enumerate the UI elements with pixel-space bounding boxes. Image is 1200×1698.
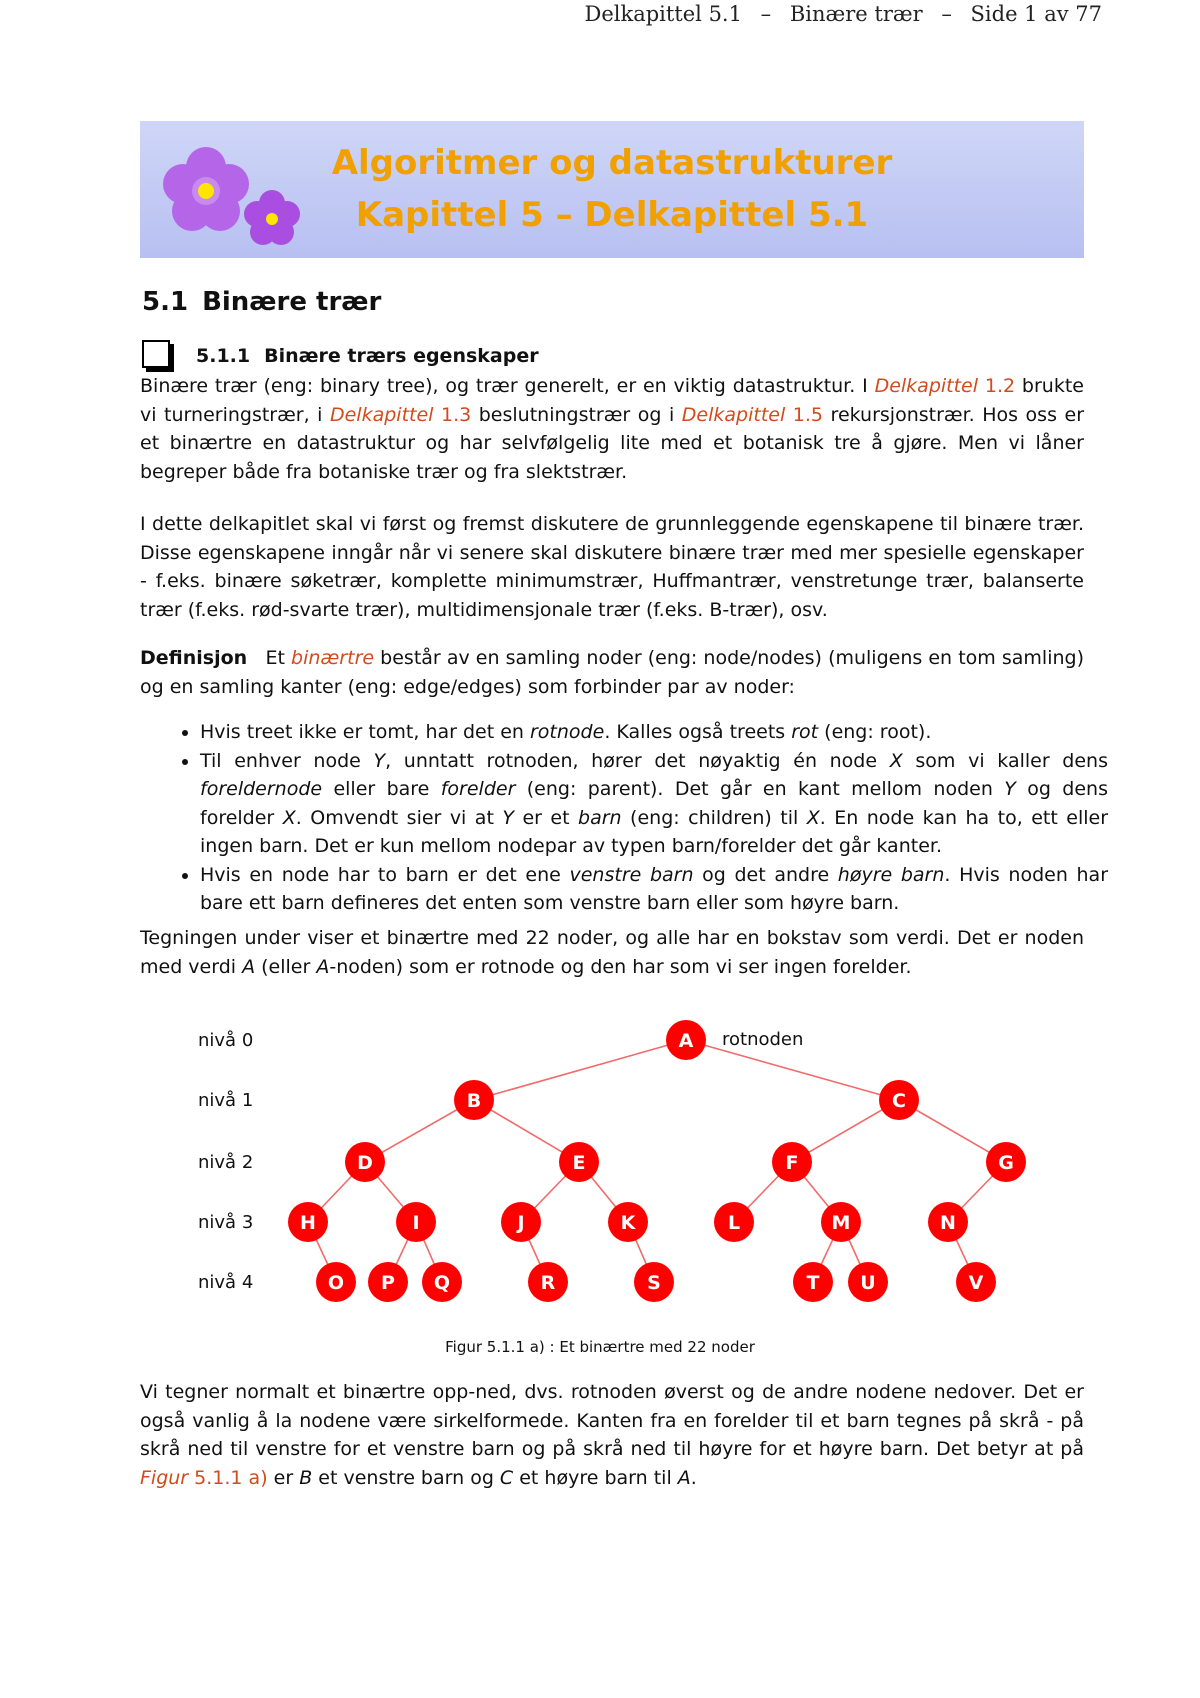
definition-term: binærtre <box>291 647 375 669</box>
text: (eng: root). <box>818 721 932 743</box>
checkbox-icon <box>142 340 170 368</box>
text: Tegningen under viser et binærtre med 22 noder, og alle har en bokstav som verdi. Det er noden med verdi <box>140 927 1084 978</box>
var: Y <box>1004 778 1016 800</box>
tree-node <box>345 1142 385 1182</box>
text: et venstre barn og <box>312 1466 500 1489</box>
link-text: Delkapittel <box>874 375 979 397</box>
text: som vi kaller dens <box>902 749 1108 772</box>
text: . Hvis noden har bare ett barn defineres det enten som venstre barn eller som høyre barn. <box>200 863 1109 914</box>
root-label: rotnoden <box>722 1029 804 1050</box>
paragraph-figure-intro <box>140 924 1084 981</box>
term: rot <box>791 721 819 743</box>
tree-node <box>821 1202 861 1242</box>
text: (eller <box>255 955 317 978</box>
text: Hvis en node har to barn er det ene <box>200 863 570 886</box>
link-number: 5.1.1 a) <box>194 1466 268 1489</box>
tree-node-label: J <box>517 1212 525 1234</box>
tree-node <box>634 1262 674 1302</box>
var: A <box>677 1466 691 1489</box>
term: rotnode <box>530 721 605 743</box>
var: X <box>889 749 903 772</box>
link-delkapittel-1-5[interactable] <box>682 404 823 426</box>
subsection-heading <box>142 340 539 368</box>
tree-node-label: G <box>998 1152 1014 1174</box>
level-label: nivå 1 <box>198 1090 254 1111</box>
list-item <box>200 747 1108 861</box>
text: Binære trær (eng: binary tree), og trær generelt, er en viktig datastruktur. I <box>140 375 875 397</box>
text: Hvis treet ikke er tomt, har det en <box>200 721 530 743</box>
text: eller bare <box>322 778 441 800</box>
tree-node-label: K <box>620 1212 636 1234</box>
var: Y <box>373 749 386 772</box>
tree-node <box>528 1262 568 1302</box>
tree-node <box>879 1080 919 1120</box>
level-label: nivå 0 <box>198 1030 254 1051</box>
tree-node-label: O <box>327 1272 345 1294</box>
tree-node <box>848 1262 888 1302</box>
level-label: nivå 3 <box>198 1212 254 1233</box>
text: Vi tegner normalt et binærtre opp-ned, dvs. rotnoden øverst og de andre nodene nedover. Det er også vanlig å la nodene være sirkelformede. Kanten fra en forelder til et barn tegnes på skrå - på skrå ned til venstre for et venstre barn og på skrå ned til høyre for et høyre barn. Det betyr at på <box>140 1381 1084 1460</box>
text: , unntatt rotnoden, hører det nøyaktig én node <box>385 749 890 772</box>
text: beslutningstrær og i <box>471 403 682 426</box>
tree-node <box>986 1142 1026 1182</box>
tree-node <box>288 1202 328 1242</box>
link-text: Figur <box>140 1466 189 1489</box>
tree-node-label: Q <box>433 1272 451 1294</box>
var: B <box>299 1466 313 1489</box>
var: Y <box>502 806 514 829</box>
link-delkapittel-1-3[interactable] <box>330 404 471 426</box>
tree-node-label: U <box>860 1272 876 1294</box>
term: venstre barn <box>569 863 694 886</box>
var: X <box>282 806 296 829</box>
tree-node <box>422 1262 462 1302</box>
text: brukte vi turneringstrær, i <box>140 375 1084 426</box>
text: og det andre <box>693 863 838 886</box>
var: A <box>316 955 330 978</box>
tree-node-label: V <box>968 1272 984 1294</box>
term: foreldernode <box>200 778 323 800</box>
term: høyre barn <box>837 863 945 886</box>
var: X <box>806 806 820 829</box>
section-title: Binære trær <box>202 287 382 317</box>
tree-node <box>396 1202 436 1242</box>
paragraph-drawing-convention <box>140 1378 1084 1492</box>
subsection-number: 5.1.1 <box>196 345 251 367</box>
banner-subtitle: Kapittel 5 – Delkapittel 5.1 <box>355 195 869 235</box>
tree-node-label: M <box>831 1212 851 1234</box>
link-number: 1.5 <box>792 403 824 426</box>
text: (eng: children) til <box>621 806 807 829</box>
list-item <box>200 718 1108 747</box>
level-label: nivå 4 <box>198 1272 254 1293</box>
tree-node-label: C <box>892 1090 906 1112</box>
link-number: 1.3 <box>440 403 472 426</box>
tree-node-label: E <box>572 1152 586 1174</box>
link-delkapittel-1-2[interactable] <box>875 375 1016 397</box>
var: C <box>499 1466 514 1489</box>
tree-node-label: F <box>785 1152 799 1174</box>
link-text: Delkapittel <box>681 403 786 426</box>
tree-node-label: S <box>647 1272 661 1294</box>
text: består av en samling noder (eng: node/nodes) (muligens en tom samling) og en samling kanter (eng: edge/edges) som forbinder par av noder: <box>140 647 1084 698</box>
tree-node-label: D <box>357 1152 373 1174</box>
header-chapter: Delkapittel 5.1 <box>584 2 742 26</box>
tree-node-label: B <box>466 1090 482 1112</box>
header-title: Binære trær <box>789 2 923 26</box>
term: forelder <box>440 778 516 800</box>
definition-label: Definisjon <box>140 647 248 669</box>
binary-tree-figure <box>140 1020 1084 1340</box>
text: . <box>690 1466 697 1489</box>
header-separator: – <box>760 2 772 26</box>
text: (eng: parent). Det går en kant mellom noden <box>515 778 1005 800</box>
tree-node-label: H <box>300 1212 316 1234</box>
definition-list <box>176 718 1108 918</box>
tree-node <box>956 1262 996 1302</box>
term: barn <box>578 806 622 829</box>
var: A <box>242 955 256 978</box>
tree-node-label: A <box>678 1030 694 1052</box>
tree-node-label: L <box>727 1212 741 1234</box>
text: et høyre barn til <box>513 1466 678 1489</box>
definition-paragraph <box>140 644 1084 701</box>
tree-node <box>501 1202 541 1242</box>
subsection-title: Binære trærs egenskaper <box>264 345 539 367</box>
tree-node <box>454 1080 494 1120</box>
tree-node-label: T <box>806 1272 820 1294</box>
text: . Omvendt sier vi at <box>295 806 503 829</box>
tree-node <box>928 1202 968 1242</box>
text: er et <box>513 806 579 829</box>
tree-node <box>714 1202 754 1242</box>
tree-node <box>368 1262 408 1302</box>
text: Et <box>265 647 292 669</box>
tree-edge <box>474 1040 686 1100</box>
text: og dens forelder <box>200 778 1108 829</box>
figure-caption: Figur 5.1.1 a) : Et binærtre med 22 noder <box>445 1338 755 1356</box>
section-heading <box>142 287 381 317</box>
tree-node <box>559 1142 599 1182</box>
tree-node <box>666 1020 706 1060</box>
link-text: Delkapittel <box>329 403 434 426</box>
header-page-number: Side 1 av 77 <box>970 2 1102 26</box>
text: -noden) som er rotnode og den har som vi ser ingen forelder. <box>329 955 912 978</box>
tree-node <box>772 1142 812 1182</box>
link-number: 1.2 <box>984 375 1016 397</box>
text: . Kalles også treets <box>604 721 792 743</box>
paragraph-overview: I dette delkapitlet skal vi først og fremst diskutere de grunnleggende egenskapene til binære trær. Disse egenskapene inngår når vi senere skal diskutere binære trær med mer spesielle egenskaper - f.eks. binære søketrær, komplette minimumstrær, Huffmantrær, venstretunge trær, balanserte trær (f.eks. rød-svarte trær), multidimensjonale trær (f.eks. B-trær), osv. <box>140 513 1084 621</box>
tree-node <box>608 1202 648 1242</box>
running-header <box>584 2 1102 26</box>
tree-node-label: N <box>940 1212 956 1234</box>
text: er <box>267 1466 300 1489</box>
tree-node <box>793 1262 833 1302</box>
text: rekursjonstrær. Hos oss er et binærtre en datastruktur og har selvfølgelig lite med et botanisk tre å gjøre. Men vi låner begreper både fra botaniske trær og fra slektstrær. <box>140 403 1085 483</box>
chapter-banner <box>140 121 1084 258</box>
banner-title: Algoritmer og datastrukturer <box>331 143 893 183</box>
tree-node <box>316 1262 356 1302</box>
text: . En node kan ha to, ett eller ingen barn. Det er kun mellom nodepar av typen barn/forelder det går kanter. <box>200 806 1109 857</box>
tree-node-label: I <box>412 1212 420 1234</box>
header-separator: – <box>941 2 952 26</box>
section-number: 5.1 <box>142 287 189 317</box>
paragraph-intro <box>140 372 1084 486</box>
text: Til enhver node <box>200 749 374 772</box>
level-label: nivå 2 <box>198 1152 254 1173</box>
link-figur-5-1-1a[interactable] <box>140 1467 268 1489</box>
list-item <box>200 861 1108 918</box>
tree-node-label: R <box>540 1272 556 1294</box>
tree-node-label: P <box>381 1272 395 1294</box>
